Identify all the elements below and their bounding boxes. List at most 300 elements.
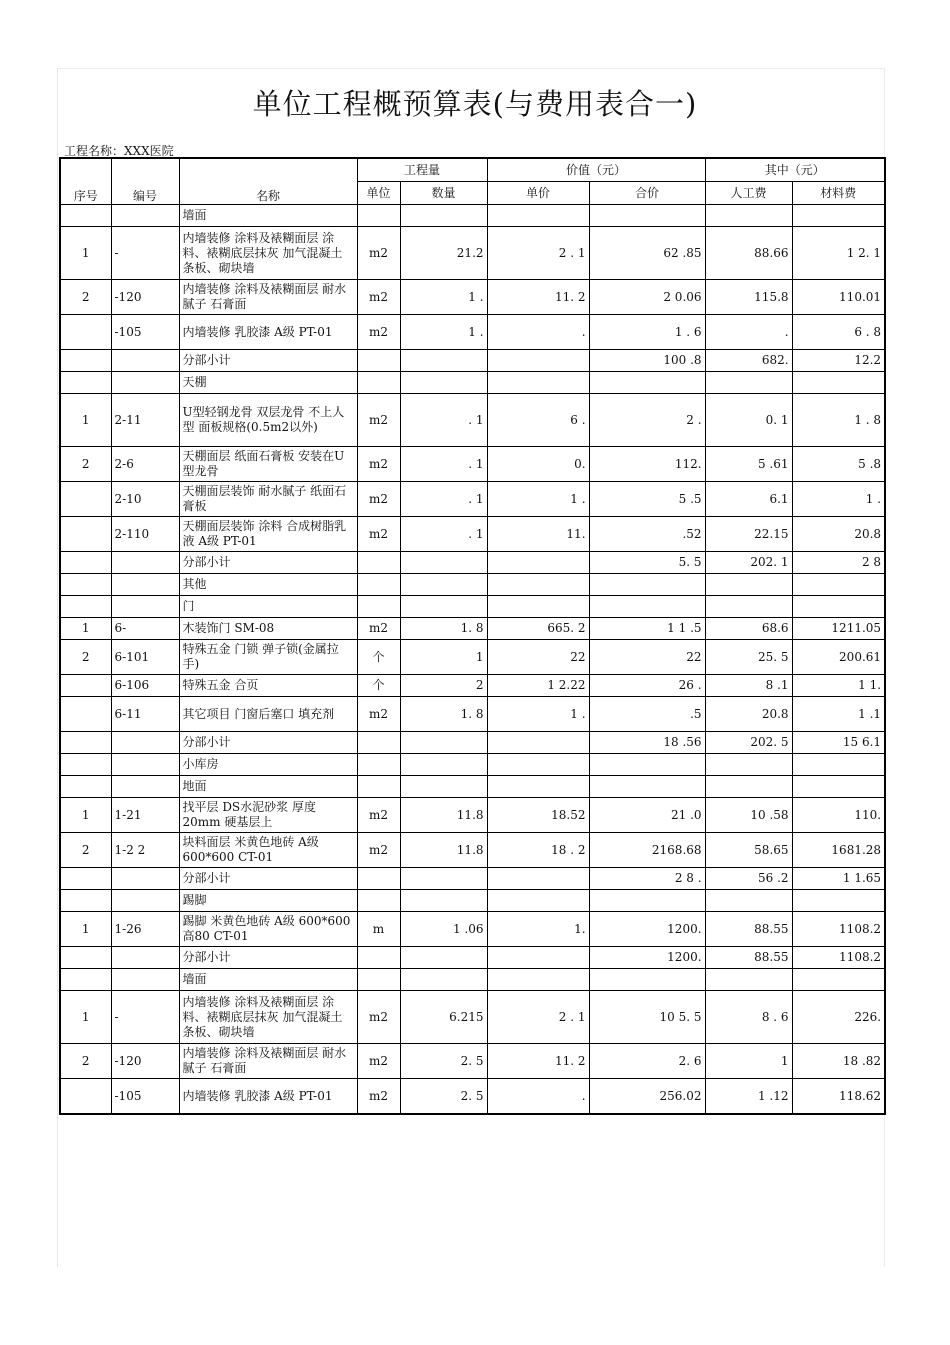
row-unit-price: . <box>487 1079 589 1115</box>
row-name: 分部小计 <box>179 350 357 372</box>
row-qty: 1. 8 <box>400 618 487 640</box>
row-total: 26 . <box>589 675 705 697</box>
table-row <box>60 1044 885 1079</box>
row-seq <box>60 517 111 552</box>
row-unit-price: 6 . <box>487 394 589 447</box>
row-unit <box>357 754 400 776</box>
row-code: 1-26 <box>111 912 179 947</box>
row-unit <box>357 890 400 912</box>
row-total: 256.02 <box>589 1079 705 1115</box>
row-qty: 1. 8 <box>400 697 487 732</box>
row-unit <box>357 552 400 574</box>
row-unit-price <box>487 947 589 969</box>
row-code: -105 <box>111 1079 179 1115</box>
header-total: 合价 <box>589 182 705 205</box>
row-labor: 88.55 <box>705 947 792 969</box>
row-unit <box>357 574 400 596</box>
row-code <box>111 969 179 991</box>
row-labor: 8 . 6 <box>705 991 792 1044</box>
row-name: 天棚面层 纸面石膏板 安装在U型龙骨 <box>179 447 357 482</box>
row-labor <box>705 574 792 596</box>
table-row <box>60 618 885 640</box>
row-material: 1211.05 <box>792 618 885 640</box>
row-labor <box>705 205 792 227</box>
row-name: 内墙装修 乳胶漆 A级 PT-01 <box>179 1079 357 1115</box>
row-code <box>111 754 179 776</box>
table-row <box>60 640 885 675</box>
row-total <box>589 754 705 776</box>
row-name: 分部小计 <box>179 868 357 890</box>
row-qty <box>400 732 487 754</box>
row-qty: 21.2 <box>400 227 487 280</box>
row-unit: m2 <box>357 798 400 833</box>
row-material: 1108.2 <box>792 947 885 969</box>
row-unit-price: 11. <box>487 517 589 552</box>
row-code <box>111 947 179 969</box>
table-row <box>60 798 885 833</box>
row-material <box>792 776 885 798</box>
row-qty: 11.8 <box>400 798 487 833</box>
row-qty <box>400 969 487 991</box>
row-qty: 11.8 <box>400 833 487 868</box>
row-unit: m2 <box>357 482 400 517</box>
table-row <box>60 912 885 947</box>
row-total: 22 <box>589 640 705 675</box>
row-name: 天棚 <box>179 372 357 394</box>
row-unit-price <box>487 868 589 890</box>
row-unit-price <box>487 754 589 776</box>
table-body <box>60 205 885 1115</box>
row-material <box>792 205 885 227</box>
row-unit: 个 <box>357 675 400 697</box>
row-name: 墙面 <box>179 205 357 227</box>
row-name: 内墙装修 涂料及裱糊面层 涂料、裱糊底层抹灰 加气混凝土条板、砌块墙 <box>179 991 357 1044</box>
header-value-group: 价值（元） <box>487 158 705 182</box>
row-seq <box>60 675 111 697</box>
row-material: 5 .8 <box>792 447 885 482</box>
row-unit-price: 2 . 1 <box>487 227 589 280</box>
row-code: 6-106 <box>111 675 179 697</box>
table-row <box>60 969 885 991</box>
table-row <box>60 227 885 280</box>
row-name: 特殊五金 门锁 弹子锁(金属拉手) <box>179 640 357 675</box>
row-total: .52 <box>589 517 705 552</box>
table-row <box>60 552 885 574</box>
row-unit-price <box>487 372 589 394</box>
row-unit-price: 1 2.22 <box>487 675 589 697</box>
row-total: 1 . 6 <box>589 315 705 350</box>
table-row <box>60 394 885 447</box>
row-qty <box>400 552 487 574</box>
row-material: 18 .82 <box>792 1044 885 1079</box>
row-labor: 682. <box>705 350 792 372</box>
row-material: 1 1. <box>792 675 885 697</box>
row-labor: 56 .2 <box>705 868 792 890</box>
header-of-which-group: 其中（元） <box>705 158 885 182</box>
row-total: 112. <box>589 447 705 482</box>
row-seq: 2 <box>60 833 111 868</box>
row-name: 分部小计 <box>179 732 357 754</box>
row-material <box>792 754 885 776</box>
row-code: -120 <box>111 280 179 315</box>
header-unit-price: 单价 <box>487 182 589 205</box>
row-code: 6- <box>111 618 179 640</box>
row-code: 2-110 <box>111 517 179 552</box>
row-material: 1 2. 1 <box>792 227 885 280</box>
row-unit <box>357 969 400 991</box>
row-total: 1 1 .5 <box>589 618 705 640</box>
row-qty: 1 .06 <box>400 912 487 947</box>
row-seq <box>60 697 111 732</box>
table-row <box>60 947 885 969</box>
row-seq <box>60 574 111 596</box>
row-material: 1108.2 <box>792 912 885 947</box>
row-total: 2 0.06 <box>589 280 705 315</box>
row-name: 地面 <box>179 776 357 798</box>
table-row <box>60 890 885 912</box>
row-labor: 68.6 <box>705 618 792 640</box>
row-qty: 2 <box>400 675 487 697</box>
row-material: 200.61 <box>792 640 885 675</box>
row-unit-price <box>487 552 589 574</box>
row-total: 1200. <box>589 912 705 947</box>
row-material: 15 6.1 <box>792 732 885 754</box>
row-material <box>792 890 885 912</box>
row-seq <box>60 890 111 912</box>
row-code <box>111 552 179 574</box>
row-labor: 58.65 <box>705 833 792 868</box>
budget-table <box>59 157 886 1115</box>
row-name: 墙面 <box>179 969 357 991</box>
row-seq <box>60 969 111 991</box>
row-name: 天棚面层装饰 涂料 合成树脂乳液 A级 PT-01 <box>179 517 357 552</box>
row-unit: m2 <box>357 280 400 315</box>
row-name: 内墙装修 乳胶漆 A级 PT-01 <box>179 315 357 350</box>
row-unit: m2 <box>357 833 400 868</box>
row-qty: 1 . <box>400 315 487 350</box>
row-qty <box>400 574 487 596</box>
row-name: 内墙装修 涂料及裱糊面层 耐水腻子 石膏面 <box>179 1044 357 1079</box>
row-qty: 2. 5 <box>400 1079 487 1115</box>
table-row <box>60 574 885 596</box>
row-seq: 1 <box>60 618 111 640</box>
row-labor: 20.8 <box>705 697 792 732</box>
row-material: 110. <box>792 798 885 833</box>
row-unit-price: 22 <box>487 640 589 675</box>
row-unit-price <box>487 890 589 912</box>
row-qty: 1 <box>400 640 487 675</box>
row-name: 块料面层 米黄色地砖 A级 600*600 CT-01 <box>179 833 357 868</box>
table-row <box>60 205 885 227</box>
row-code: 2-10 <box>111 482 179 517</box>
row-total: 2168.68 <box>589 833 705 868</box>
project-name: 工程名称：XXX医院 <box>64 144 174 158</box>
row-material: 110.01 <box>792 280 885 315</box>
table-row <box>60 754 885 776</box>
row-total <box>589 776 705 798</box>
row-seq: 1 <box>60 798 111 833</box>
row-unit-price: 18.52 <box>487 798 589 833</box>
row-code: - <box>111 227 179 280</box>
row-seq: 2 <box>60 447 111 482</box>
table-row <box>60 596 885 618</box>
row-unit-price <box>487 574 589 596</box>
row-code <box>111 372 179 394</box>
row-seq <box>60 372 111 394</box>
row-code: 6-11 <box>111 697 179 732</box>
row-unit: m2 <box>357 227 400 280</box>
row-seq <box>60 596 111 618</box>
row-seq: 2 <box>60 640 111 675</box>
row-labor: . <box>705 315 792 350</box>
row-name: 小库房 <box>179 754 357 776</box>
header-name: 名称 <box>179 158 357 205</box>
row-code: 1-21 <box>111 798 179 833</box>
row-unit-price <box>487 732 589 754</box>
row-unit-price: 18 . 2 <box>487 833 589 868</box>
row-unit: 个 <box>357 640 400 675</box>
row-labor: 88.55 <box>705 912 792 947</box>
row-qty <box>400 868 487 890</box>
row-material <box>792 574 885 596</box>
row-labor: 10 .58 <box>705 798 792 833</box>
row-seq <box>60 350 111 372</box>
row-seq <box>60 754 111 776</box>
row-seq <box>60 1079 111 1115</box>
row-labor: 0. 1 <box>705 394 792 447</box>
row-material: 1 .1 <box>792 697 885 732</box>
row-qty: . 1 <box>400 517 487 552</box>
header-unit: 单位 <box>357 182 400 205</box>
header-quantity-group: 工程量 <box>357 158 487 182</box>
header-material: 材料费 <box>792 182 885 205</box>
table-row <box>60 350 885 372</box>
row-labor: 6.1 <box>705 482 792 517</box>
row-seq: 1 <box>60 227 111 280</box>
row-total <box>589 596 705 618</box>
row-total: 18 .56 <box>589 732 705 754</box>
row-code: -120 <box>111 1044 179 1079</box>
table-row <box>60 868 885 890</box>
row-labor <box>705 754 792 776</box>
table-row <box>60 675 885 697</box>
row-material: 20.8 <box>792 517 885 552</box>
row-unit <box>357 732 400 754</box>
row-material: 6 . 8 <box>792 315 885 350</box>
row-seq: 2 <box>60 1044 111 1079</box>
row-qty: 1 . <box>400 280 487 315</box>
header-labor: 人工费 <box>705 182 792 205</box>
row-total: 2. 6 <box>589 1044 705 1079</box>
row-code: 2-11 <box>111 394 179 447</box>
row-labor: 202. 1 <box>705 552 792 574</box>
row-total: 62 .85 <box>589 227 705 280</box>
row-code <box>111 205 179 227</box>
row-unit-price: 1 . <box>487 482 589 517</box>
row-seq <box>60 732 111 754</box>
row-qty <box>400 205 487 227</box>
row-name: 踢脚 <box>179 890 357 912</box>
row-material: 1 . <box>792 482 885 517</box>
row-material <box>792 596 885 618</box>
row-qty: . 1 <box>400 394 487 447</box>
table-row <box>60 315 885 350</box>
row-unit-price: 11. 2 <box>487 1044 589 1079</box>
row-material: 2 8 <box>792 552 885 574</box>
row-code <box>111 732 179 754</box>
row-labor: 115.8 <box>705 280 792 315</box>
row-labor: 22.15 <box>705 517 792 552</box>
row-code: -105 <box>111 315 179 350</box>
row-code <box>111 776 179 798</box>
row-seq <box>60 205 111 227</box>
row-code <box>111 596 179 618</box>
row-name: U型轻钢龙骨 双层龙骨 不上人型 面板规格(0.5m2以外) <box>179 394 357 447</box>
row-name: 其他 <box>179 574 357 596</box>
row-name: 天棚面层装饰 耐水腻子 纸面石膏板 <box>179 482 357 517</box>
row-code <box>111 574 179 596</box>
table-row <box>60 482 885 517</box>
header-code: 编号 <box>111 158 179 205</box>
row-material: 1 1.65 <box>792 868 885 890</box>
row-total: .5 <box>589 697 705 732</box>
row-unit-price: 11. 2 <box>487 280 589 315</box>
row-unit <box>357 776 400 798</box>
row-unit: m2 <box>357 517 400 552</box>
row-seq <box>60 776 111 798</box>
row-labor: 5 .61 <box>705 447 792 482</box>
row-labor: 8 .1 <box>705 675 792 697</box>
table-row <box>60 991 885 1044</box>
row-unit <box>357 350 400 372</box>
row-unit-price <box>487 776 589 798</box>
row-labor: 25. 5 <box>705 640 792 675</box>
row-code <box>111 890 179 912</box>
row-material <box>792 969 885 991</box>
row-seq <box>60 482 111 517</box>
row-unit <box>357 947 400 969</box>
row-unit-price <box>487 596 589 618</box>
row-name: 踢脚 米黄色地砖 A级 600*600 高80 CT-01 <box>179 912 357 947</box>
row-seq <box>60 552 111 574</box>
row-unit: m2 <box>357 447 400 482</box>
row-labor <box>705 969 792 991</box>
row-unit: m2 <box>357 394 400 447</box>
row-qty: 2. 5 <box>400 1044 487 1079</box>
row-name: 内墙装修 涂料及裱糊面层 耐水腻子 石膏面 <box>179 280 357 315</box>
row-unit <box>357 372 400 394</box>
row-name: 木装饰门 SM-08 <box>179 618 357 640</box>
table-row <box>60 447 885 482</box>
table-row <box>60 517 885 552</box>
row-labor <box>705 372 792 394</box>
row-labor <box>705 890 792 912</box>
header-qty: 数量 <box>400 182 487 205</box>
row-total <box>589 574 705 596</box>
row-total <box>589 205 705 227</box>
row-seq: 2 <box>60 280 111 315</box>
row-seq <box>60 315 111 350</box>
table-row <box>60 280 885 315</box>
table-row <box>60 776 885 798</box>
page-title: 单位工程概预算表(与费用表合一) <box>252 87 698 121</box>
row-unit-price: . <box>487 315 589 350</box>
row-total: 5 .5 <box>589 482 705 517</box>
row-unit-price <box>487 350 589 372</box>
row-total: 2 . <box>589 394 705 447</box>
row-material <box>792 372 885 394</box>
row-seq <box>60 947 111 969</box>
row-total <box>589 969 705 991</box>
row-qty <box>400 754 487 776</box>
row-unit <box>357 596 400 618</box>
row-material: 1681.28 <box>792 833 885 868</box>
row-total: 2 8 . <box>589 868 705 890</box>
table-row <box>60 372 885 394</box>
row-labor: 1 .12 <box>705 1079 792 1115</box>
row-seq: 1 <box>60 991 111 1044</box>
row-name: 其它项目 门窗后塞口 填充剂 <box>179 697 357 732</box>
row-qty <box>400 596 487 618</box>
row-unit-price: 2 . 1 <box>487 991 589 1044</box>
row-material: 118.62 <box>792 1079 885 1115</box>
row-name: 门 <box>179 596 357 618</box>
row-labor: 1 <box>705 1044 792 1079</box>
row-labor <box>705 776 792 798</box>
row-name: 找平层 DS水泥砂浆 厚度20mm 硬基层上 <box>179 798 357 833</box>
header-seq: 序号 <box>60 158 111 205</box>
row-total: 100 .8 <box>589 350 705 372</box>
row-code: - <box>111 991 179 1044</box>
row-seq <box>60 868 111 890</box>
row-unit-price: 1 . <box>487 697 589 732</box>
row-unit-price: 665. 2 <box>487 618 589 640</box>
row-material: 226. <box>792 991 885 1044</box>
row-total <box>589 890 705 912</box>
row-labor: 202. 5 <box>705 732 792 754</box>
row-qty <box>400 372 487 394</box>
row-total <box>589 372 705 394</box>
row-qty: 6.215 <box>400 991 487 1044</box>
row-code <box>111 868 179 890</box>
row-name: 分部小计 <box>179 552 357 574</box>
row-material: 1 . 8 <box>792 394 885 447</box>
row-material: 12.2 <box>792 350 885 372</box>
row-unit: m2 <box>357 991 400 1044</box>
row-qty: . 1 <box>400 447 487 482</box>
table-row <box>60 732 885 754</box>
row-unit-price <box>487 205 589 227</box>
row-unit: m2 <box>357 697 400 732</box>
row-seq: 1 <box>60 912 111 947</box>
row-unit-price <box>487 969 589 991</box>
row-name: 特殊五金 合页 <box>179 675 357 697</box>
row-code: 2-6 <box>111 447 179 482</box>
row-unit <box>357 205 400 227</box>
row-unit-price: 1. <box>487 912 589 947</box>
row-total: 10 5. 5 <box>589 991 705 1044</box>
header-row-top <box>60 158 885 182</box>
row-name: 分部小计 <box>179 947 357 969</box>
row-name: 内墙装修 涂料及裱糊面层 涂料、裱糊底层抹灰 加气混凝土条板、砌块墙 <box>179 227 357 280</box>
row-code <box>111 350 179 372</box>
table-row <box>60 1079 885 1115</box>
row-unit: m2 <box>357 618 400 640</box>
row-qty <box>400 947 487 969</box>
row-unit: m2 <box>357 315 400 350</box>
row-unit-price: 0. <box>487 447 589 482</box>
row-total: 5. 5 <box>589 552 705 574</box>
